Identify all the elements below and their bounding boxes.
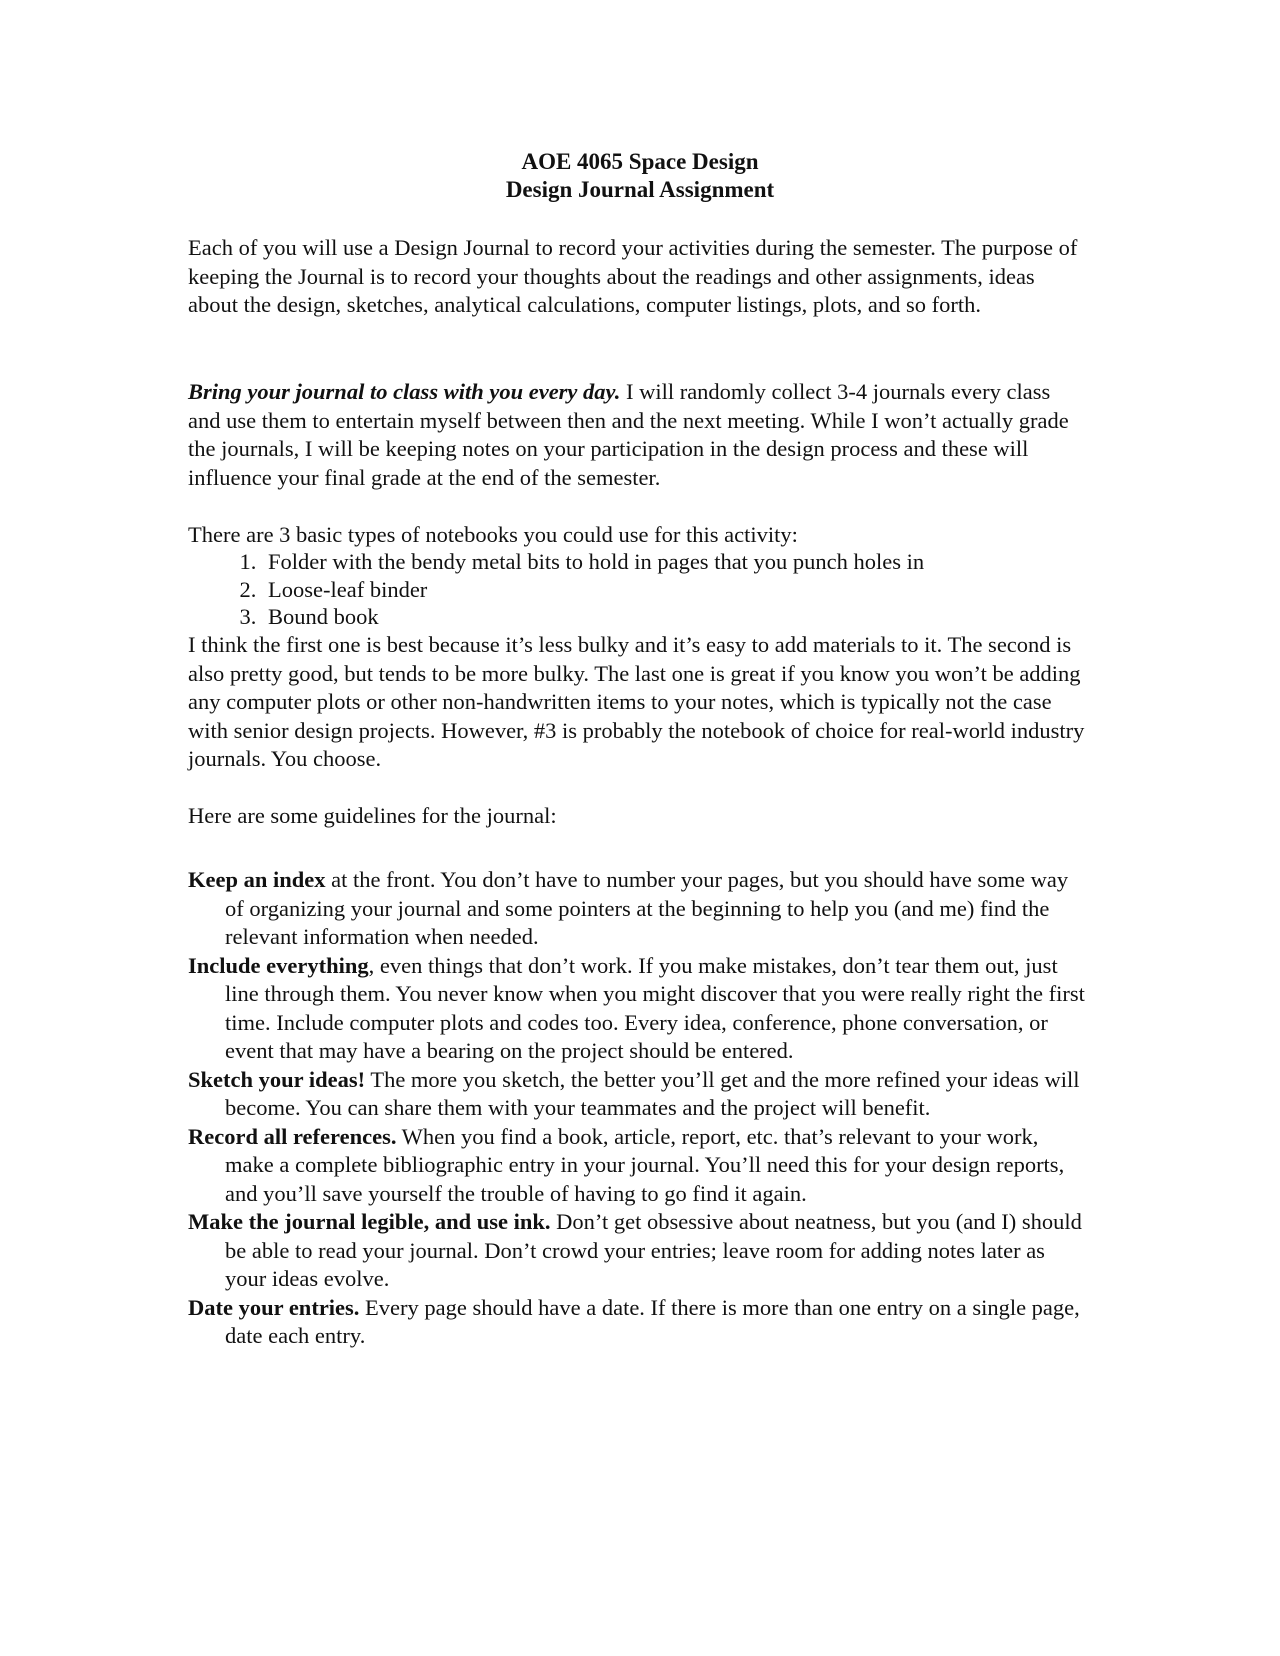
bring-journal-text: I will randomly collect 3-4 journals every class and use them to entertain myself between then and the next meeting. While I won’t actually grade the journals, I will be keeping notes on your participation in the design process and these will influence your final grade at the end of the semester.	[188, 379, 1069, 490]
guideline-lead: Include everything	[188, 952, 369, 978]
guideline-text: Every page should have a date. If there is more than one entry on a single page, date each entry.	[225, 1294, 1080, 1348]
notebook-types-intro: There are 3 basic types of notebooks you could use for this activity:	[188, 522, 798, 547]
guideline-item	[188, 1066, 1088, 1123]
notebook-choice-paragraph: I think the first one is best because it’s less bulky and it’s easy to add materials to it. The second is also pretty good, but tends to be more bulky. The last one is great if you know you won’t be adding any computer plots or other non-handwritten items to your notes, which is typically not the case with senior design projects. However, #3 is probably the notebook of choice for real-world industry journals. You choose.	[188, 632, 1085, 771]
list-item: 2. Loose-leaf binder	[262, 576, 1142, 604]
guideline-item	[188, 952, 1088, 1066]
guideline-text: Don’t get obsessive about neatness, but you (and I) should be able to read your journal. Don’t crowd your entries; leave room for adding notes later as your ideas evolve.	[225, 1209, 1082, 1291]
guideline-lead: Record all references.	[188, 1123, 397, 1149]
bring-journal-lead: Bring your journal to class with you every day.	[188, 379, 621, 404]
guidelines-list	[188, 866, 1088, 1351]
list-item: 1. Folder with the bendy metal bits to hold in pages that you punch holes in	[262, 548, 1142, 576]
intro-paragraph: Each of you will use a Design Journal to record your activities during the semester. The purpose of keeping the Journal is to record your thoughts about the readings and other assignments, ideas about the design, sketches, analytical calculations, computer listings, plots, and so forth.	[188, 235, 1078, 317]
guideline-lead: Keep an index	[188, 867, 326, 892]
list-item: 3. Bound book	[262, 603, 1142, 631]
guideline-text: When you find a book, article, report, etc. that’s relevant to your work, make a complete bibliographic entry in your journal. You’ll need this for your design reports, and you’ll save yourself the trouble of having to go find it again.	[225, 1123, 1065, 1206]
guidelines-intro: Here are some guidelines for the journal:	[188, 803, 557, 828]
guideline-text: at the front. You don’t have to number your pages, but you should have some way of organizing your journal and some pointers at the beginning to help you (and me) find the relevant information when needed.	[225, 867, 1069, 949]
guideline-text: , even things that don’t work. If you make mistakes, don’t tear them out, just line through them. You never know when you might discover that you were really right the first time. Include computer plots and codes too. Every idea, conference, phone conversation, or event that may have a bearing on the project should be entered.	[225, 952, 1085, 1063]
course-title: AOE 4065 Space Design	[521, 149, 759, 174]
guideline-item	[188, 1294, 1088, 1351]
guideline-item	[188, 1208, 1088, 1294]
assignment-title: Design Journal Assignment	[505, 177, 775, 202]
guideline-item	[188, 1123, 1088, 1209]
bring-journal-paragraph	[188, 378, 1088, 492]
guideline-lead: Make the journal legible, and use ink.	[188, 1209, 551, 1234]
notebook-types-list	[188, 548, 1142, 631]
guideline-lead: Date your entries.	[188, 1294, 360, 1320]
guideline-lead: Sketch your ideas!	[188, 1066, 366, 1092]
guideline-text: The more you sketch, the better you’ll get and the more refined your ideas will become. You can share them with your teammates and the project will benefit.	[225, 1066, 1080, 1120]
guideline-item	[188, 866, 1088, 952]
